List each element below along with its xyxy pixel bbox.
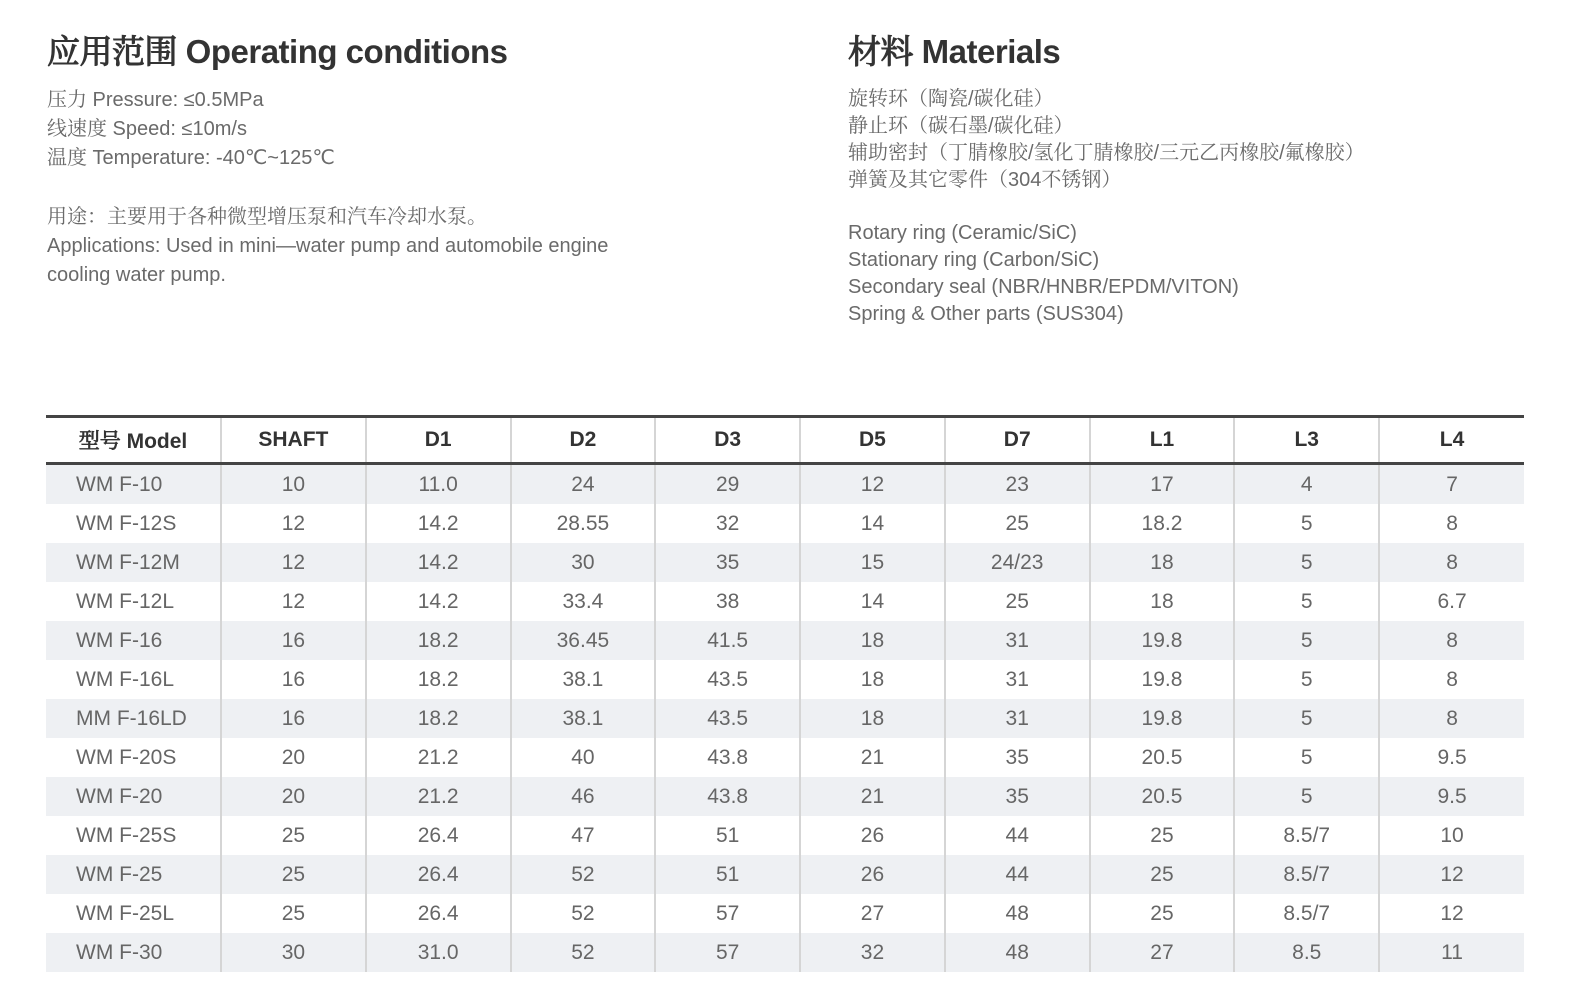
cell-d2: 28.55 [511,504,656,543]
spacer [848,194,1548,220]
column-header-d3: D3 [655,417,800,464]
cell-d3: 51 [655,855,800,894]
cell-l1: 18.2 [1090,504,1235,543]
cell-d7: 35 [945,777,1090,816]
cell-l1: 25 [1090,816,1235,855]
cell-d1: 26.4 [366,855,511,894]
cell-shaft: 10 [221,464,366,505]
table-row [46,894,1524,933]
cell-model: WM F-20 [46,777,221,816]
cell-d1: 14.2 [366,504,511,543]
column-header-model: 型号 Model [46,417,221,464]
cell-d3: 43.5 [655,699,800,738]
column-header-l1: L1 [1090,417,1235,464]
cell-l4: 8 [1379,543,1524,582]
cell-d3: 35 [655,543,800,582]
cell-l4: 7 [1379,464,1524,505]
table-row [46,464,1524,505]
cell-l3: 8.5/7 [1234,894,1379,933]
material-en-spring: Spring & Other parts (SUS304) [848,303,1124,325]
speed-line: 线速度 Speed: ≤10m/s [47,118,247,140]
cell-d5: 26 [800,816,945,855]
cell-d1: 26.4 [366,816,511,855]
cell-shaft: 20 [221,738,366,777]
cell-model: WM F-20S [46,738,221,777]
cell-model: WM F-12M [46,543,221,582]
cell-l3: 8.5 [1234,933,1379,972]
cell-l4: 8 [1379,699,1524,738]
cell-l3: 8.5/7 [1234,816,1379,855]
cell-d7: 25 [945,582,1090,621]
spacer [47,173,787,203]
cell-d1: 31.0 [366,933,511,972]
cell-l1: 18 [1090,582,1235,621]
table-row [46,621,1524,660]
table-row [46,543,1524,582]
column-header-d1: D1 [366,417,511,464]
cell-d2: 46 [511,777,656,816]
cell-d5: 26 [800,855,945,894]
table-row [46,738,1524,777]
cell-d3: 43.8 [655,777,800,816]
cell-d7: 48 [945,894,1090,933]
usage-cn-line: 用途：主要用于各种微型增压泵和汽车冷却水泵。 [47,206,487,228]
cell-d1: 21.2 [366,738,511,777]
dimensions-table [46,415,1524,972]
cell-shaft: 12 [221,582,366,621]
cell-l4: 8 [1379,504,1524,543]
cell-shaft: 20 [221,777,366,816]
cell-d7: 31 [945,699,1090,738]
cell-d7: 31 [945,621,1090,660]
cell-l3: 5 [1234,660,1379,699]
cell-d2: 47 [511,816,656,855]
cell-l4: 12 [1379,894,1524,933]
material-en-rotary: Rotary ring (Ceramic/SiC) [848,222,1077,244]
table-header-row [46,417,1524,464]
cell-d2: 38.1 [511,699,656,738]
table-row [46,777,1524,816]
usage-en-line-1: Applications: Used in mini—water pump and automobile engine [47,235,609,257]
cell-l4: 9.5 [1379,777,1524,816]
cell-d7: 44 [945,816,1090,855]
cell-d5: 18 [800,699,945,738]
material-en-secondary: Secondary seal (NBR/HNBR/EPDM/VITON) [848,276,1239,298]
cell-d1: 11.0 [366,464,511,505]
cell-d5: 21 [800,738,945,777]
cell-d7: 35 [945,738,1090,777]
cell-d3: 32 [655,504,800,543]
column-header-shaft: SHAFT [221,417,366,464]
cell-d2: 52 [511,894,656,933]
cell-model: WM F-25S [46,816,221,855]
cell-d7: 25 [945,504,1090,543]
operating-conditions-section [47,30,787,290]
cell-d1: 18.2 [366,660,511,699]
cell-l3: 5 [1234,543,1379,582]
material-cn-spring: 弹簧及其它零件（304不锈钢） [848,169,1122,191]
cell-d1: 18.2 [366,699,511,738]
cell-d2: 38.1 [511,660,656,699]
cell-d3: 38 [655,582,800,621]
cell-d1: 21.2 [366,777,511,816]
cell-model: WM F-25L [46,894,221,933]
cell-l4: 6.7 [1379,582,1524,621]
cell-d3: 57 [655,933,800,972]
cell-l1: 25 [1090,855,1235,894]
cell-d3: 57 [655,894,800,933]
cell-l4: 10 [1379,816,1524,855]
cell-shaft: 12 [221,543,366,582]
cell-d5: 14 [800,504,945,543]
table-row [46,855,1524,894]
cell-model: WM F-10 [46,464,221,505]
pressure-line: 压力 Pressure: ≤0.5MPa [47,89,264,111]
cell-d5: 27 [800,894,945,933]
column-header-d2: D2 [511,417,656,464]
table-body [46,464,1524,973]
table-row [46,933,1524,972]
cell-l4: 8 [1379,621,1524,660]
cell-model: WM F-25 [46,855,221,894]
cell-model: WM F-12S [46,504,221,543]
cell-model: WM F-12L [46,582,221,621]
cell-d3: 41.5 [655,621,800,660]
cell-l3: 4 [1234,464,1379,505]
cell-l4: 8 [1379,660,1524,699]
material-en-stationary: Stationary ring (Carbon/SiC) [848,249,1100,271]
material-cn-stationary: 静止环（碳石墨/碳化硅） [848,115,1074,137]
cell-d5: 18 [800,621,945,660]
cell-shaft: 25 [221,816,366,855]
cell-d3: 43.8 [655,738,800,777]
cell-d2: 36.45 [511,621,656,660]
cell-d3: 51 [655,816,800,855]
cell-d7: 24/23 [945,543,1090,582]
cell-model: WM F-16 [46,621,221,660]
cell-d5: 14 [800,582,945,621]
table-row [46,660,1524,699]
cell-d1: 14.2 [366,543,511,582]
cell-l3: 5 [1234,738,1379,777]
cell-l3: 5 [1234,504,1379,543]
cell-l4: 11 [1379,933,1524,972]
materials-list [848,86,1548,328]
cell-model: WM F-16L [46,660,221,699]
cell-d7: 48 [945,933,1090,972]
cell-d5: 15 [800,543,945,582]
cell-l1: 20.5 [1090,777,1235,816]
cell-l3: 8.5/7 [1234,855,1379,894]
operating-conditions-list [47,86,787,290]
cell-l3: 5 [1234,582,1379,621]
column-header-l4: L4 [1379,417,1524,464]
cell-d3: 43.5 [655,660,800,699]
cell-d7: 23 [945,464,1090,505]
cell-l1: 25 [1090,894,1235,933]
cell-d2: 24 [511,464,656,505]
cell-shaft: 30 [221,933,366,972]
cell-l1: 19.8 [1090,699,1235,738]
cell-d2: 33.4 [511,582,656,621]
column-header-d5: D5 [800,417,945,464]
cell-model: MM F-16LD [46,699,221,738]
table-row [46,816,1524,855]
cell-l1: 17 [1090,464,1235,505]
table-row [46,582,1524,621]
cell-l3: 5 [1234,699,1379,738]
cell-l1: 18 [1090,543,1235,582]
cell-d5: 12 [800,464,945,505]
cell-d1: 26.4 [366,894,511,933]
cell-d2: 30 [511,543,656,582]
cell-shaft: 12 [221,504,366,543]
cell-l3: 5 [1234,621,1379,660]
table-row [46,699,1524,738]
material-cn-rotary: 旋转环（陶瓷/碳化硅） [848,88,1054,110]
cell-d5: 32 [800,933,945,972]
cell-d5: 21 [800,777,945,816]
cell-l3: 5 [1234,777,1379,816]
column-header-d7: D7 [945,417,1090,464]
cell-d2: 52 [511,855,656,894]
cell-l4: 9.5 [1379,738,1524,777]
cell-d7: 31 [945,660,1090,699]
cell-d1: 14.2 [366,582,511,621]
cell-l1: 20.5 [1090,738,1235,777]
cell-d2: 52 [511,933,656,972]
material-cn-secondary: 辅助密封（丁腈橡胶/氢化丁腈橡胶/三元乙丙橡胶/氟橡胶） [848,142,1365,164]
column-header-l3: L3 [1234,417,1379,464]
cell-l1: 19.8 [1090,621,1235,660]
cell-model: WM F-30 [46,933,221,972]
cell-d1: 18.2 [366,621,511,660]
cell-l4: 12 [1379,855,1524,894]
cell-shaft: 16 [221,621,366,660]
cell-d7: 44 [945,855,1090,894]
table-row [46,504,1524,543]
temperature-line: 温度 Temperature: -40℃~125℃ [47,147,335,169]
cell-shaft: 16 [221,699,366,738]
usage-en-line-2: cooling water pump. [47,264,226,286]
cell-shaft: 16 [221,660,366,699]
materials-section [848,30,1548,328]
materials-title: 材料 Materials [848,33,1061,70]
cell-shaft: 25 [221,894,366,933]
cell-shaft: 25 [221,855,366,894]
cell-d3: 29 [655,464,800,505]
cell-l1: 27 [1090,933,1235,972]
cell-l1: 19.8 [1090,660,1235,699]
cell-d2: 40 [511,738,656,777]
operating-conditions-title: 应用范围 Operating conditions [47,33,508,70]
cell-d5: 18 [800,660,945,699]
